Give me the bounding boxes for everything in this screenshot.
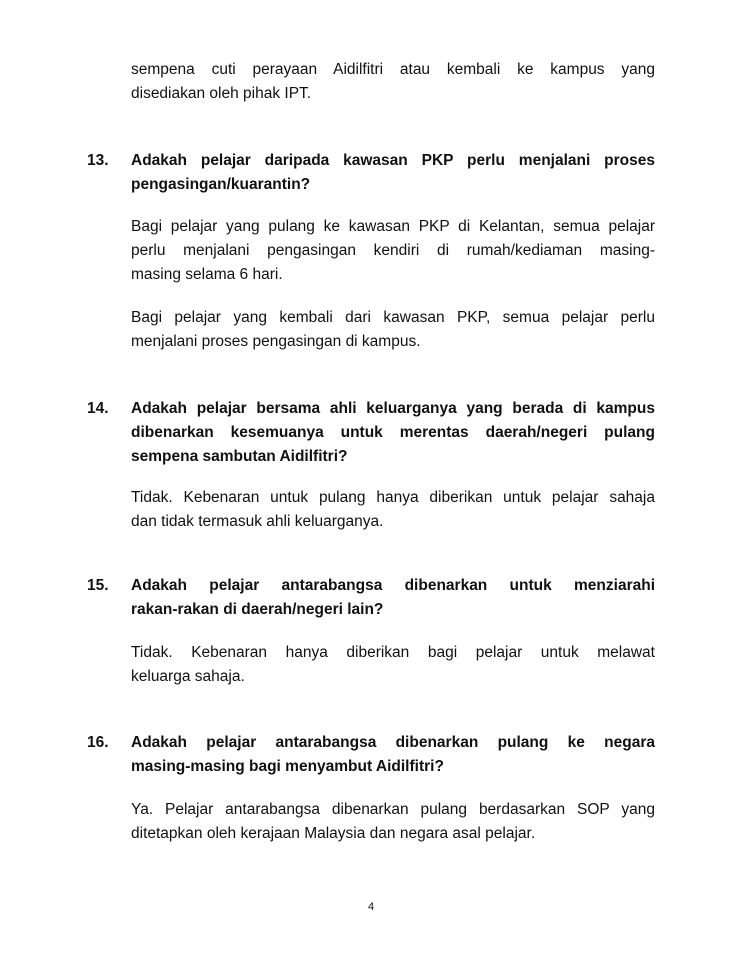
question-heading — [131, 574, 655, 622]
text-line: Bagi pelajar yang pulang ke kawasan PKP di Kelantan, semua pelajar — [131, 218, 655, 235]
text-line: masing selama 6 hari. — [131, 266, 283, 283]
question-number: 13. — [87, 152, 109, 169]
question-line: Adakah pelajar bersama ahli keluarganya yang berada di kampus — [131, 400, 655, 417]
text-line: menjalani proses pengasingan di kampus. — [131, 333, 421, 350]
question-heading — [131, 397, 655, 469]
text-line: Tidak. Kebenaran untuk pulang hanya diberikan untuk pelajar sahaja — [131, 489, 655, 506]
text-line: Bagi pelajar yang kembali dari kawasan PKP, semua pelajar perlu — [131, 309, 655, 326]
answer-paragraph — [131, 641, 655, 689]
question-number: 15. — [87, 577, 109, 594]
question-heading — [131, 149, 655, 197]
question-line: rakan-rakan di daerah/negeri lain? — [131, 601, 384, 618]
question-line: pengasingan/kuarantin? — [131, 176, 311, 193]
question-line: sempena sambutan Aidilfitri? — [131, 448, 348, 465]
question-number: 14. — [87, 400, 109, 417]
answer-paragraph — [131, 306, 655, 354]
text-line: dan tidak termasuk ahli keluarganya. — [131, 513, 384, 530]
question-line: dibenarkan kesemuanya untuk merentas daerah/negeri pulang — [131, 424, 655, 441]
page-number: 4 — [367, 901, 375, 913]
question-number: 16. — [87, 734, 109, 751]
question-line: Adakah pelajar antarabangsa dibenarkan untuk menziarahi — [131, 577, 655, 594]
question-line: masing-masing bagi menyambut Aidilfitri? — [131, 758, 444, 775]
text-line: keluarga sahaja. — [131, 668, 245, 685]
answer-paragraph — [131, 798, 655, 846]
question-line: Adakah pelajar daripada kawasan PKP perlu menjalani proses — [131, 152, 655, 169]
text-line: disediakan oleh pihak IPT. — [131, 85, 312, 102]
text-line: Ya. Pelajar antarabangsa dibenarkan pulang berdasarkan SOP yang — [131, 801, 655, 818]
text-line: Tidak. Kebenaran hanya diberikan bagi pelajar untuk melawat — [131, 644, 655, 661]
question-heading — [131, 731, 655, 779]
text-line: sempena cuti perayaan Aidilfitri atau kembali ke kampus yang — [131, 61, 655, 78]
intro-paragraph — [131, 58, 655, 106]
question-line: Adakah pelajar antarabangsa dibenarkan pulang ke negara — [131, 734, 655, 751]
answer-paragraph — [131, 486, 655, 534]
text-line: ditetapkan oleh kerajaan Malaysia dan negara asal pelajar. — [131, 825, 536, 842]
answer-paragraph — [131, 215, 655, 287]
text-line: perlu menjalani pengasingan kendiri di rumah/kediaman masing- — [131, 242, 655, 259]
